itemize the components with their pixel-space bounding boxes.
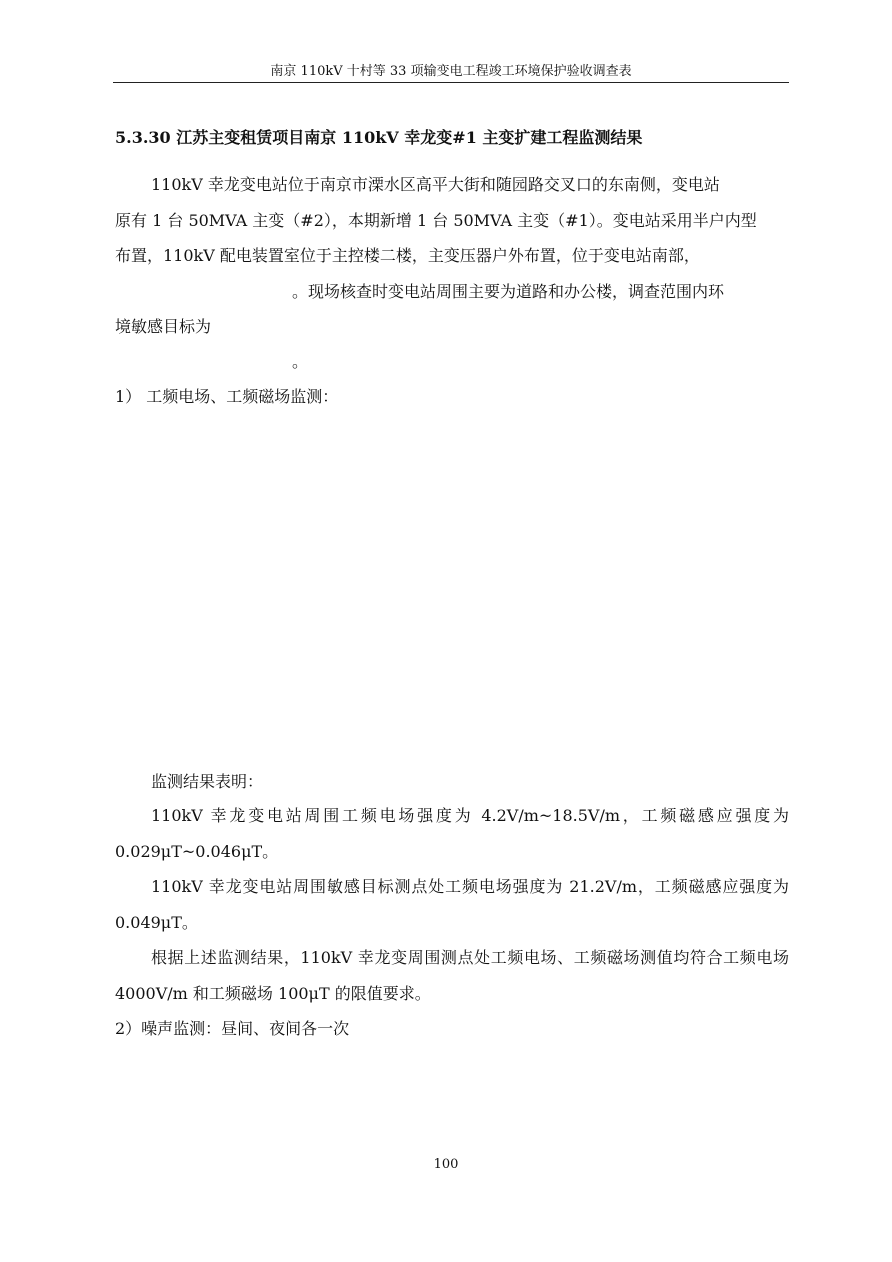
intro-line-5: 境敏感目标为 xyxy=(115,317,212,336)
intro-line-6: 。 xyxy=(292,352,309,371)
monitoring-1-title: 1） 工频电场、工频磁场监测： xyxy=(115,387,339,406)
intro-line-3: 布置，110kV 配电装置室位于主控楼二楼，主变压器户外布置，位于变电站南部， xyxy=(115,246,700,265)
header-divider xyxy=(113,82,789,83)
intro-line-1: 110kV 幸龙变电站位于南京市溧水区高平大街和随园路交叉口的东南侧，变电站 xyxy=(151,175,720,194)
header-title: 南京 110kV 十村等 33 项输变电工程竣工环境保护验收调查表 xyxy=(270,64,632,79)
page-number: 100 xyxy=(433,1157,459,1172)
intro-line-4: 。现场核查时变电站周围主要为道路和办公楼，调查范围内环 xyxy=(292,282,725,301)
result-paragraph-1: 110kV 幸龙变电站周围工频电场强度为 4.2V/m~18.5V/m，工频磁感应强度为 0.029μT~0.046μT。 xyxy=(115,806,789,861)
conclusion-paragraph: 根据上述监测结果，110kV 幸龙变周围测点处工频电场、工频磁场测值均符合工频电场 4000V/m 和工频磁场 100μT 的限值要求。 xyxy=(115,948,789,1003)
section-heading: 5.3.30 江苏主变租赁项目南京 110kV 幸龙变#1 主变扩建工程监测结果 xyxy=(115,128,643,147)
monitoring-2-title: 2）噪声监测：昼间、夜间各一次 xyxy=(115,1019,350,1038)
intro-line-2: 原有 1 台 50MVA 主变（#2），本期新增 1 台 50MVA 主变（#1）。变电站采用半户内型 xyxy=(115,211,757,230)
results-intro: 监测结果表明： xyxy=(151,772,264,791)
result-paragraph-2: 110kV 幸龙变电站周围敏感目标测点处工频电场强度为 21.2V/m，工频磁感应强度为 0.049μT。 xyxy=(115,877,789,932)
